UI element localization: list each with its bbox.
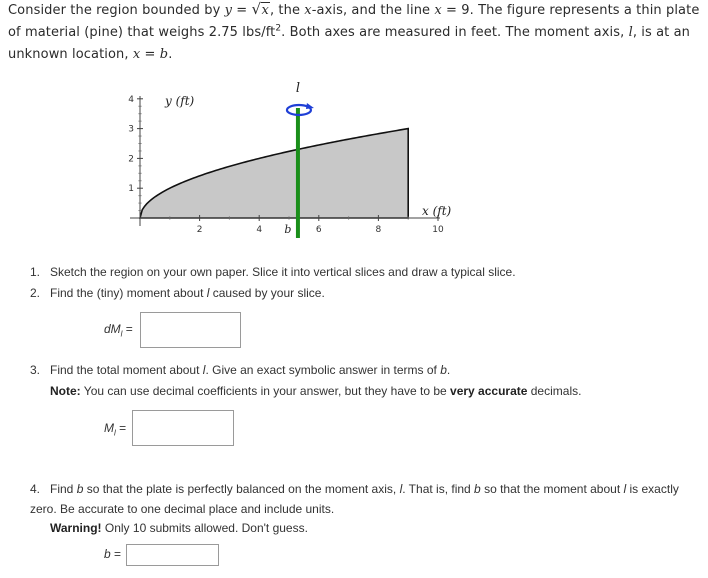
warning: [30, 518, 308, 538]
var-b: b: [474, 482, 481, 496]
shaded-region: [140, 129, 408, 218]
var-x: x: [132, 47, 141, 62]
superscript: 2: [275, 23, 282, 34]
x-tick-label: 4: [256, 225, 263, 235]
label-eq: =: [110, 547, 122, 561]
question-text: Sketch the region on your own paper. Slice it into vertical slices and draw a typical slice.: [50, 265, 516, 279]
x-tick-label: 10: [432, 225, 444, 235]
b-label: b: [284, 223, 292, 236]
question-text: caused by your slice.: [209, 286, 325, 300]
sqrt-argument: x: [261, 3, 269, 18]
region-figure: [110, 78, 470, 238]
moment-axis-label: l: [295, 81, 301, 96]
b-answer-label: [104, 547, 121, 561]
intro-text: Consider the region bounded by: [8, 3, 225, 18]
question-text: Find the total moment about: [50, 363, 203, 377]
note-bold: very accurate: [450, 384, 528, 398]
rotation-arrowhead-icon: [306, 103, 314, 109]
intro-text: =: [232, 3, 252, 18]
y-tick-label: 3: [128, 124, 134, 135]
var-l: l: [623, 482, 627, 496]
note-text: decimals.: [527, 384, 582, 398]
label-text: dM: [104, 322, 121, 336]
label-eq: =: [115, 421, 127, 435]
question-2: [30, 283, 325, 303]
question-1: [30, 262, 516, 282]
question-text: is exactly zero. Be accurate to one decimal place and include units.: [30, 482, 679, 516]
dMl-input[interactable]: [140, 312, 241, 348]
y-tick-label: 2: [128, 154, 134, 165]
y-axis-label: y (ft): [165, 94, 195, 108]
question-number: 2.: [30, 286, 41, 300]
var-l: l: [202, 363, 206, 377]
var-y: y: [224, 3, 233, 18]
note-label: Note:: [50, 384, 81, 398]
var-l: l: [206, 286, 210, 300]
y-tick-label: 4: [128, 94, 134, 105]
question-number: 4.: [30, 482, 41, 496]
intro-text: . Both axes are measured in feet. The moment axis,: [281, 25, 629, 40]
question-3: [30, 360, 450, 380]
x-tick-label: 8: [375, 225, 382, 235]
intro-text: .: [168, 47, 173, 62]
var-b: b: [440, 363, 447, 377]
y-ticks: [128, 95, 143, 211]
question-number: 3.: [30, 363, 41, 377]
intro-text: , is at an unknown location,: [8, 25, 691, 62]
question-text: . That is, find: [402, 482, 475, 496]
y-tick-label: 1: [128, 184, 134, 195]
x-tick-label: 6: [315, 225, 322, 235]
intro-text: -axis, and the line: [311, 3, 435, 18]
question-text: so that the plate is perfectly balanced on the moment axis,: [83, 482, 400, 496]
intro-text: =: [140, 47, 160, 62]
question-text: so that the moment about: [480, 482, 624, 496]
var-x: x: [434, 3, 442, 18]
var-x: x: [304, 3, 312, 18]
warning-label: Warning!: [50, 521, 102, 535]
question-text: Find: [50, 482, 77, 496]
label-sub: l: [114, 428, 116, 438]
note-text: You can use decimal coefficients in your answer, but they have to be: [80, 384, 451, 398]
question-text: Find the (tiny) moment about: [50, 286, 207, 300]
var-l: l: [399, 482, 403, 496]
question-text: .: [446, 363, 451, 377]
b-input[interactable]: [126, 544, 219, 566]
Ml-label: [104, 421, 126, 437]
Ml-input[interactable]: [132, 410, 234, 446]
intro-text: , the: [269, 3, 305, 18]
var-l: l: [628, 25, 633, 40]
warning-text: Only 10 submits allowed. Don't guess.: [101, 521, 308, 535]
question-text: . Give an exact symbolic answer in terms of: [205, 363, 441, 377]
var-b: b: [76, 482, 84, 496]
label-eq: =: [122, 322, 133, 336]
label-text: M: [104, 421, 114, 435]
question-number: 1.: [30, 265, 41, 279]
dMl-label: [104, 322, 133, 338]
label-text: b: [104, 547, 111, 561]
label-sub: l: [120, 329, 123, 339]
x-axis-label: x (ft): [422, 204, 452, 218]
x-tick-label: 2: [196, 225, 203, 235]
var-b: b: [159, 47, 169, 62]
sqrt-expression: √ x: [251, 0, 269, 18]
intro-text: = 9. The figure represents a thin plate of material (pine) that weighs 2.75 lbs/ft: [8, 3, 700, 40]
problem-statement: [8, 0, 700, 66]
question-4: [30, 479, 702, 519]
note: [30, 381, 581, 401]
